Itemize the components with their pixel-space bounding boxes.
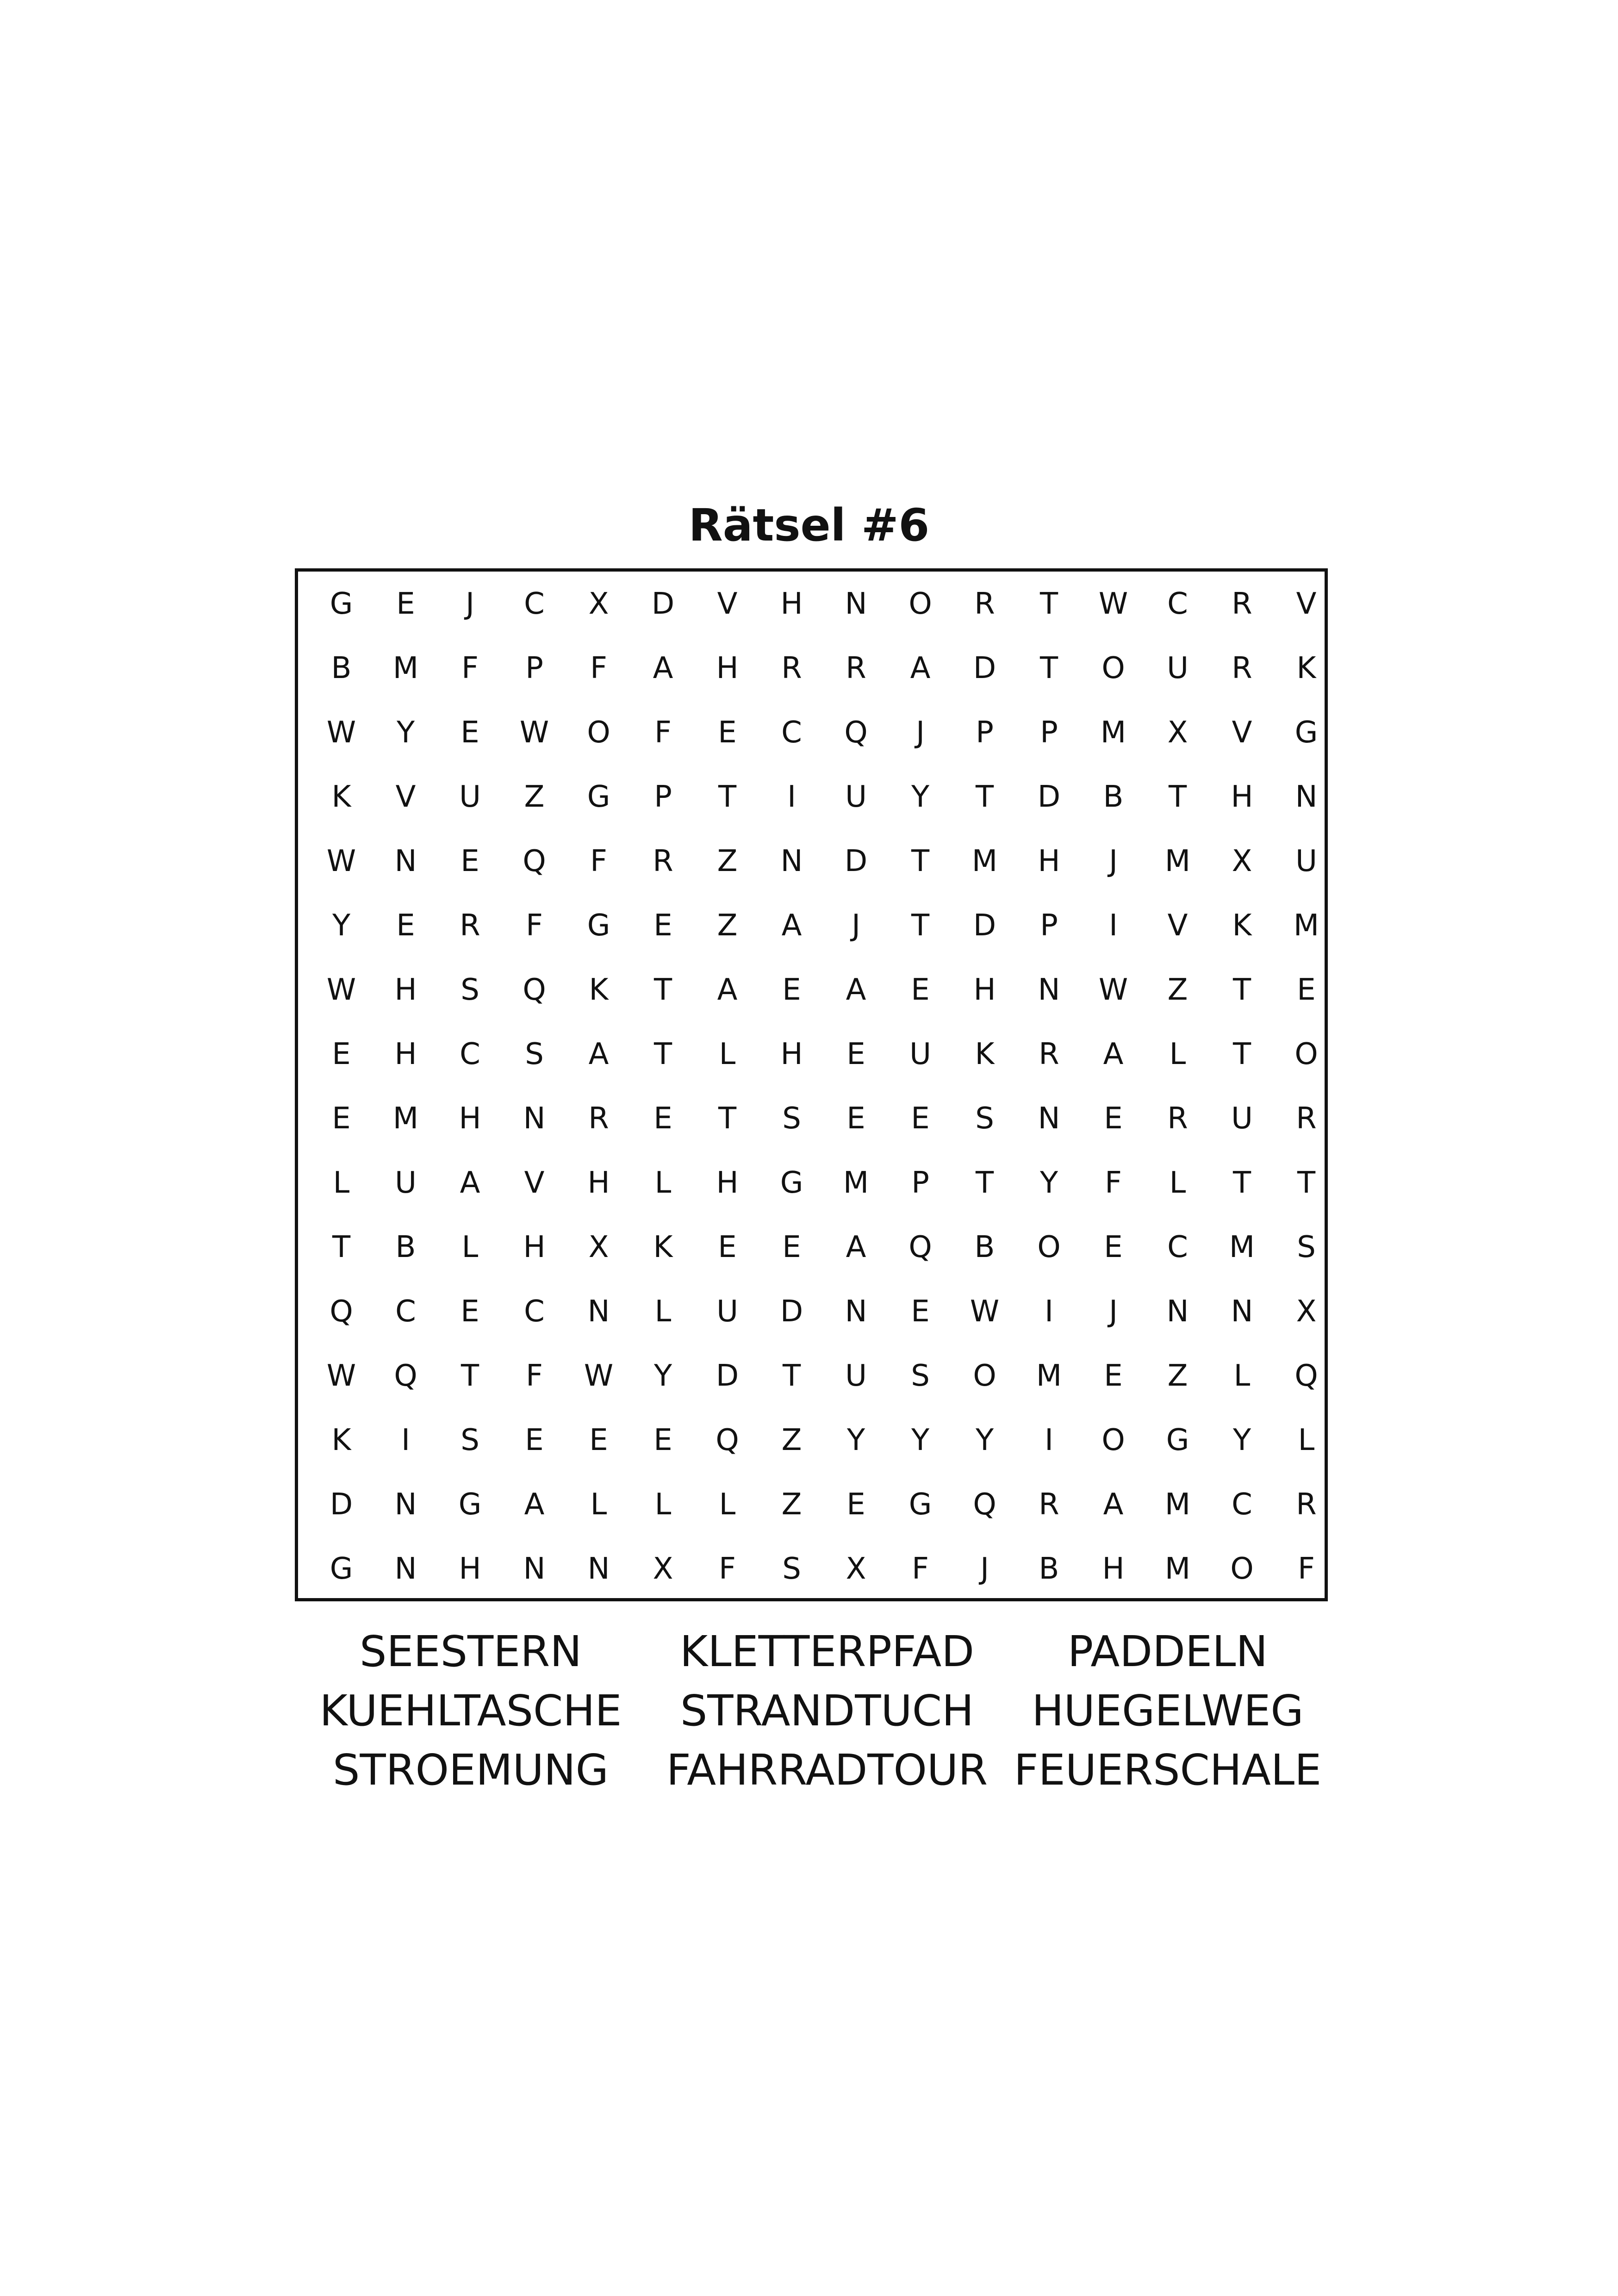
grid-cell: A — [588, 1037, 609, 1071]
grid-cell: E — [653, 1423, 672, 1457]
grid-cell: A — [846, 972, 866, 1007]
grid-cell: G — [780, 1165, 803, 1200]
grid-cell: X — [1232, 844, 1252, 878]
grid-cell: N — [394, 1487, 417, 1522]
grid-cell: W — [326, 1358, 356, 1393]
grid-cell: Q — [1294, 1358, 1318, 1393]
grid-cell: H — [587, 1165, 610, 1200]
grid-cell: U — [845, 779, 867, 814]
grid-cell: B — [974, 1230, 995, 1264]
grid-cell: E — [589, 1423, 608, 1457]
word-list — [295, 1622, 1328, 1800]
grid-cell: H — [459, 1551, 481, 1586]
grid-cell: E — [846, 1037, 865, 1071]
grid-cell: Y — [1232, 1423, 1251, 1457]
grid-cell: G — [1166, 1423, 1189, 1457]
grid-cell: O — [1294, 1037, 1318, 1071]
grid-cell: E — [911, 1294, 930, 1329]
grid-cell: G — [587, 779, 610, 814]
grid-cell: A — [524, 1487, 545, 1522]
grid-cell: R — [974, 586, 995, 621]
grid-cell: F — [590, 844, 607, 878]
grid-cell: E — [911, 1101, 930, 1136]
grid-cell: M — [1164, 1551, 1191, 1586]
grid-cell: E — [653, 908, 672, 943]
grid-cell: W — [326, 715, 356, 750]
grid-cell: E — [846, 1101, 865, 1136]
grid-cell: D — [1037, 779, 1061, 814]
grid-cell: R — [1296, 1101, 1317, 1136]
letter-grid — [295, 568, 1328, 1601]
grid-cell: I — [1045, 1294, 1053, 1329]
grid-cell: N — [845, 1294, 867, 1329]
grid-cell: G — [587, 908, 610, 943]
grid-cell: G — [1294, 715, 1318, 750]
grid-cell: V — [1167, 908, 1188, 943]
grid-cell: F — [912, 1551, 929, 1586]
grid-cell: N — [394, 844, 417, 878]
grid-cell: H — [459, 1101, 481, 1136]
grid-cell: N — [1038, 972, 1060, 1007]
grid-cell: E — [911, 972, 930, 1007]
word-list-item: KUEHLTASCHE — [319, 1686, 622, 1736]
grid-cell: C — [1167, 1230, 1188, 1264]
grid-cell: X — [588, 1230, 609, 1264]
grid-cell: S — [525, 1037, 544, 1071]
grid-cell: L — [1233, 1358, 1251, 1393]
grid-cell: L — [719, 1487, 736, 1522]
grid-cell: O — [1230, 1551, 1254, 1586]
grid-cell: F — [590, 651, 607, 685]
grid-cell: C — [781, 715, 802, 750]
grid-cell: W — [1098, 586, 1128, 621]
grid-cell: T — [1039, 586, 1058, 621]
grid-cell: C — [395, 1294, 416, 1329]
grid-cell: U — [1167, 651, 1189, 685]
grid-cell: I — [1109, 908, 1118, 943]
grid-cell: Q — [973, 1487, 996, 1522]
grid-cell: C — [1232, 1487, 1252, 1522]
grid-cell: N — [523, 1551, 546, 1586]
grid-cell: Q — [844, 715, 868, 750]
grid-cell: E — [461, 1294, 479, 1329]
grid-cell: X — [1296, 1294, 1317, 1329]
grid-cell: R — [846, 651, 866, 685]
grid-cell: L — [1169, 1037, 1186, 1071]
grid-cell: S — [782, 1101, 801, 1136]
grid-cell: F — [654, 715, 672, 750]
grid-cell: G — [330, 586, 353, 621]
grid-cell: Y — [332, 908, 351, 943]
grid-cell: L — [654, 1294, 672, 1329]
grid-cell: Q — [523, 844, 546, 878]
grid-cell: O — [973, 1358, 996, 1393]
grid-cell: U — [909, 1037, 931, 1071]
grid-cell: T — [975, 1165, 994, 1200]
grid-cell: Q — [909, 1230, 932, 1264]
grid-cell: X — [846, 1551, 866, 1586]
grid-cell: A — [1103, 1487, 1124, 1522]
grid-cell: V — [717, 586, 738, 621]
grid-cell: J — [1109, 1294, 1118, 1329]
grid-cell: S — [782, 1551, 801, 1586]
grid-cell: Y — [1039, 1165, 1058, 1200]
grid-cell: M — [1164, 1487, 1191, 1522]
grid-cell: T — [653, 972, 672, 1007]
grid-cell: J — [852, 908, 860, 943]
grid-cell: T — [975, 779, 994, 814]
grid-cell: W — [1098, 972, 1128, 1007]
grid-cell: I — [1045, 1423, 1053, 1457]
grid-cell: E — [782, 972, 801, 1007]
grid-cell: W — [326, 844, 356, 878]
word-list-item: FAHRRADTOUR — [666, 1745, 988, 1795]
grid-cell: L — [590, 1487, 607, 1522]
grid-cell: A — [846, 1230, 866, 1264]
grid-cell: X — [1167, 715, 1188, 750]
word-list-item: KLETTERPFAD — [679, 1627, 975, 1676]
grid-cell: E — [396, 586, 415, 621]
grid-cell: D — [973, 908, 996, 943]
grid-cell: A — [1103, 1037, 1124, 1071]
grid-cell: T — [1232, 1037, 1251, 1071]
grid-cell: M — [1036, 1358, 1062, 1393]
grid-cell: Z — [717, 908, 738, 943]
grid-cell: H — [1038, 844, 1060, 878]
grid-cell: F — [526, 1358, 543, 1393]
grid-cell: K — [1296, 651, 1316, 685]
grid-cell: D — [716, 1358, 739, 1393]
grid-cell: I — [787, 779, 796, 814]
grid-cell: S — [461, 1423, 479, 1457]
grid-cell: R — [1039, 1037, 1059, 1071]
grid-cell: T — [653, 1037, 672, 1071]
grid-cell: R — [1232, 651, 1252, 685]
grid-cell: N — [780, 844, 803, 878]
grid-cell: H — [716, 1165, 739, 1200]
grid-cell: G — [330, 1551, 353, 1586]
grid-cell: F — [526, 908, 543, 943]
grid-cell: M — [971, 844, 998, 878]
grid-cell: D — [651, 586, 675, 621]
grid-cell: L — [1169, 1165, 1186, 1200]
grid-cell: U — [1231, 1101, 1253, 1136]
grid-cell: N — [1166, 1294, 1189, 1329]
grid-cell: K — [589, 972, 609, 1007]
grid-cell: N — [394, 1551, 417, 1586]
grid-cell: N — [523, 1101, 546, 1136]
grid-cell: M — [392, 1101, 419, 1136]
grid-cell: X — [653, 1551, 673, 1586]
grid-cell: L — [719, 1037, 736, 1071]
grid-cell: E — [1104, 1230, 1123, 1264]
grid-cell: T — [1168, 779, 1187, 814]
grid-cell: Q — [716, 1423, 739, 1457]
grid-cell: F — [1105, 1165, 1122, 1200]
grid-cell: B — [331, 651, 352, 685]
grid-cell: E — [461, 715, 479, 750]
word-list-item: STROEMUNG — [333, 1745, 609, 1795]
grid-cell: L — [461, 1230, 479, 1264]
grid-cell: N — [1038, 1101, 1060, 1136]
grid-cell: P — [1040, 908, 1058, 943]
grid-cell: Y — [911, 779, 930, 814]
grid-cell: Y — [653, 1358, 672, 1393]
grid-cell: D — [973, 651, 996, 685]
grid-cell: A — [460, 1165, 480, 1200]
grid-cell: B — [1039, 1551, 1059, 1586]
grid-cell: N — [587, 1551, 610, 1586]
grid-cell: O — [909, 586, 932, 621]
grid-cell: N — [587, 1294, 610, 1329]
grid-cell: U — [395, 1165, 417, 1200]
grid-cell: M — [843, 1165, 869, 1200]
grid-cell: Y — [911, 1423, 930, 1457]
grid-cell: R — [1232, 586, 1252, 621]
grid-cell: E — [525, 1423, 544, 1457]
grid-cell: Y — [975, 1423, 994, 1457]
grid-cell: T — [782, 1358, 801, 1393]
grid-cell: F — [461, 651, 479, 685]
grid-cell: H — [780, 1037, 803, 1071]
grid-cell: G — [909, 1487, 932, 1522]
grid-cell: H — [780, 586, 803, 621]
grid-cell: I — [401, 1423, 410, 1457]
grid-cell: N — [1231, 1294, 1253, 1329]
grid-cell: Q — [523, 972, 546, 1007]
grid-cell: K — [331, 779, 351, 814]
grid-cell: L — [1298, 1423, 1315, 1457]
grid-cell: V — [1232, 715, 1252, 750]
grid-cell: J — [466, 586, 474, 621]
grid-cell: D — [844, 844, 868, 878]
grid-cell: E — [1297, 972, 1316, 1007]
grid-cell: E — [1104, 1101, 1123, 1136]
grid-cell: X — [588, 586, 609, 621]
grid-cell: P — [525, 651, 543, 685]
grid-cell: L — [654, 1165, 672, 1200]
grid-cell: Q — [394, 1358, 417, 1393]
grid-cell: M — [392, 651, 419, 685]
grid-cell: D — [780, 1294, 803, 1329]
grid-cell: H — [523, 1230, 546, 1264]
grid-cell: C — [1167, 586, 1188, 621]
grid-cell: K — [975, 1037, 995, 1071]
grid-cell: Z — [781, 1487, 802, 1522]
grid-cell: V — [524, 1165, 545, 1200]
grid-cell: A — [717, 972, 738, 1007]
grid-cell: W — [970, 1294, 1000, 1329]
grid-cell: V — [1296, 586, 1317, 621]
grid-cell: P — [1040, 715, 1058, 750]
grid-cell: T — [1232, 1165, 1251, 1200]
grid-cell: M — [1100, 715, 1126, 750]
grid-cell: T — [718, 779, 737, 814]
grid-cell: Z — [717, 844, 738, 878]
grid-cell: M — [1293, 908, 1319, 943]
grid-cell: T — [718, 1101, 737, 1136]
grid-cell: E — [396, 908, 415, 943]
grid-cell: E — [332, 1101, 351, 1136]
grid-cell: O — [1101, 1423, 1125, 1457]
grid-cell: Z — [1167, 1358, 1188, 1393]
grid-cell: S — [911, 1358, 930, 1393]
grid-cell: C — [460, 1037, 480, 1071]
grid-cell: T — [461, 1358, 479, 1393]
grid-cell: P — [976, 715, 994, 750]
grid-cell: Z — [781, 1423, 802, 1457]
grid-cell: U — [716, 1294, 738, 1329]
grid-cell: K — [331, 1423, 351, 1457]
grid-cell: T — [911, 908, 930, 943]
grid-cell: S — [461, 972, 479, 1007]
grid-cell: M — [1164, 844, 1191, 878]
grid-cell: H — [1231, 779, 1253, 814]
grid-cell: B — [395, 1230, 416, 1264]
grid-cell: U — [459, 779, 481, 814]
grid-cell: A — [910, 651, 931, 685]
grid-cell: J — [980, 1551, 989, 1586]
grid-cell: H — [394, 972, 417, 1007]
grid-cell: D — [330, 1487, 353, 1522]
grid-cell: O — [587, 715, 610, 750]
grid-cell: H — [394, 1037, 417, 1071]
grid-cell: S — [975, 1101, 994, 1136]
grid-cell: B — [1103, 779, 1124, 814]
grid-cell: Z — [1167, 972, 1188, 1007]
grid-cell: E — [1104, 1358, 1123, 1393]
grid-cell: E — [332, 1037, 351, 1071]
grid-cell: L — [333, 1165, 350, 1200]
grid-cell: W — [584, 1358, 614, 1393]
grid-cell: T — [911, 844, 930, 878]
grid-cell: O — [1037, 1230, 1061, 1264]
grid-cell: A — [781, 908, 802, 943]
word-list-item: PADDELN — [1067, 1627, 1268, 1676]
puzzle-title: Rätsel #6 — [688, 499, 930, 551]
grid-cell: W — [519, 715, 549, 750]
grid-cell: R — [1296, 1487, 1317, 1522]
word-list-item: SEESTERN — [359, 1627, 582, 1676]
grid-cell: N — [845, 586, 867, 621]
grid-cell: U — [1295, 844, 1317, 878]
grid-cell: K — [1232, 908, 1252, 943]
grid-cell: T — [1232, 972, 1251, 1007]
grid-cell: H — [1102, 1551, 1125, 1586]
grid-cell: T — [1039, 651, 1058, 685]
word-list-item: HUEGELWEG — [1032, 1686, 1304, 1736]
grid-cell: R — [653, 844, 673, 878]
grid-cell: J — [1109, 844, 1118, 878]
grid-cell: P — [911, 1165, 929, 1200]
grid-cell: O — [1101, 651, 1125, 685]
grid-cell: R — [588, 1101, 609, 1136]
grid-cell: U — [845, 1358, 867, 1393]
grid-cell: C — [524, 586, 545, 621]
word-list-item: STRANDTUCH — [680, 1686, 974, 1736]
grid-cell: N — [1295, 779, 1318, 814]
grid-cell: H — [716, 651, 739, 685]
grid-cell: E — [461, 844, 479, 878]
grid-cell: Y — [396, 715, 415, 750]
grid-cell: T — [1297, 1165, 1316, 1200]
word-list-item: FEUERSCHALE — [1014, 1745, 1322, 1795]
grid-cell: M — [1229, 1230, 1255, 1264]
grid-cell: E — [718, 1230, 737, 1264]
grid-cell: Y — [846, 1423, 865, 1457]
grid-cell: P — [654, 779, 672, 814]
grid-cell: J — [916, 715, 925, 750]
grid-cell: W — [326, 972, 356, 1007]
grid-cell: R — [1039, 1487, 1059, 1522]
grid-cell: F — [1298, 1551, 1315, 1586]
grid-cell: E — [782, 1230, 801, 1264]
grid-cell: H — [973, 972, 996, 1007]
grid-cell: E — [653, 1101, 672, 1136]
grid-cell: Z — [524, 779, 545, 814]
grid-cell: V — [395, 779, 416, 814]
grid-cell: S — [1297, 1230, 1316, 1264]
grid-cell: C — [524, 1294, 545, 1329]
grid-cell: T — [332, 1230, 351, 1264]
grid-cell: K — [653, 1230, 673, 1264]
grid-cell: A — [653, 651, 673, 685]
grid-cell: L — [654, 1487, 672, 1522]
grid-cell: R — [460, 908, 480, 943]
grid-cell: G — [458, 1487, 482, 1522]
grid-cell: E — [846, 1487, 865, 1522]
grid-cell: E — [718, 715, 737, 750]
grid-cell: R — [781, 651, 802, 685]
grid-cell: F — [719, 1551, 736, 1586]
grid-cell: R — [1167, 1101, 1188, 1136]
grid-cell: Q — [330, 1294, 353, 1329]
